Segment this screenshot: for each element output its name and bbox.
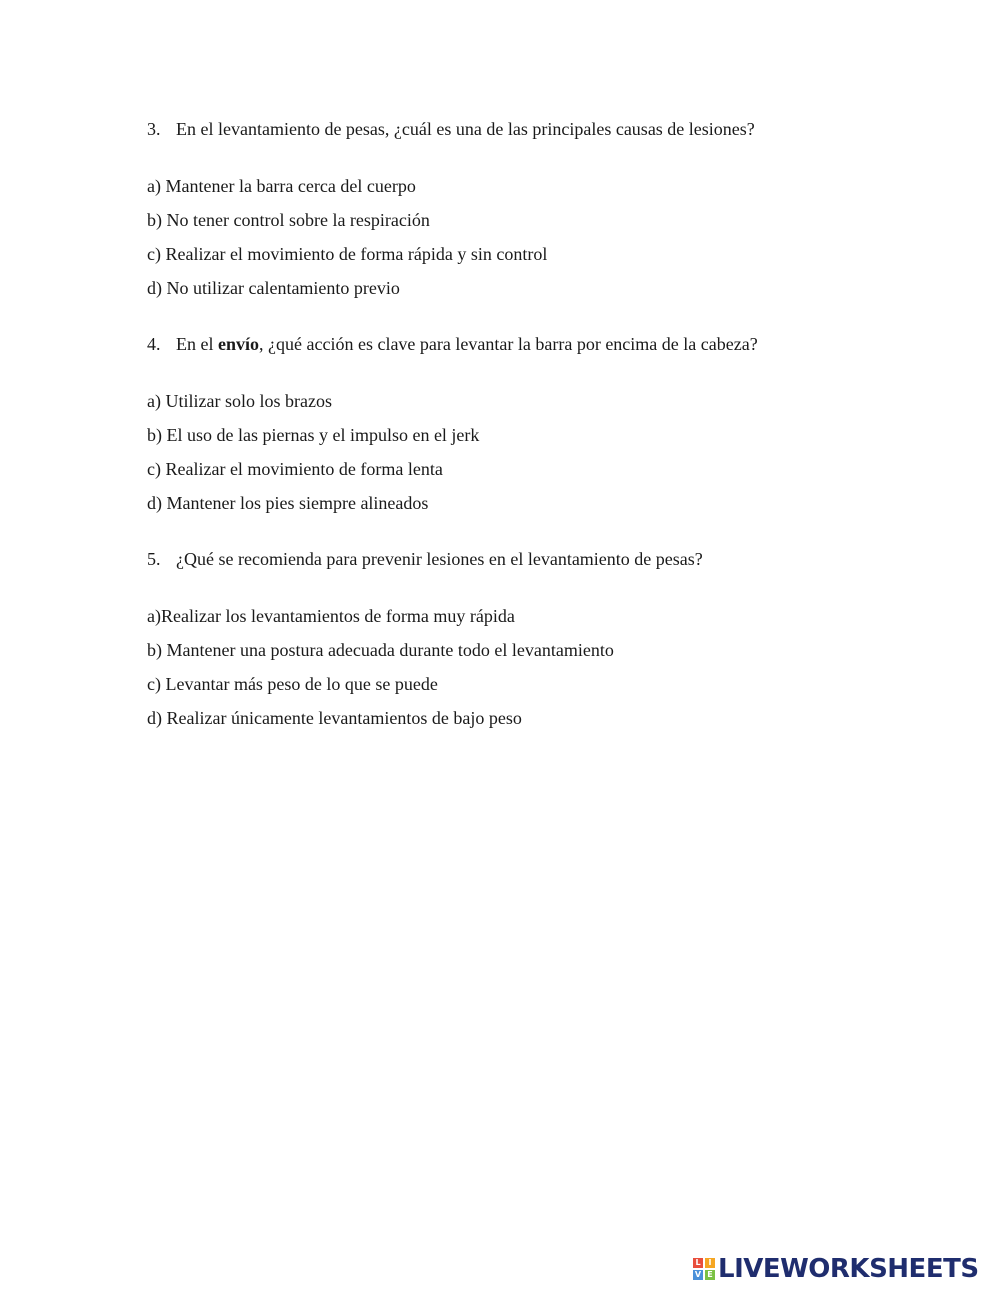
logo-mark-letter: V bbox=[694, 1270, 702, 1279]
option-5b[interactable]: b) Mantener una postura adecuada durante todo el levantamiento bbox=[147, 640, 614, 660]
question-number: 4. bbox=[147, 334, 161, 354]
logo-mark-icon bbox=[693, 1258, 715, 1280]
logo-text: LIVEWORKSHEETS bbox=[718, 1254, 979, 1284]
option-5d[interactable]: d) Realizar únicamente levantamientos de bajo peso bbox=[147, 708, 522, 728]
option-3c[interactable]: c) Realizar el movimiento de forma rápida y sin control bbox=[147, 244, 548, 264]
option-4c[interactable]: c) Realizar el movimiento de forma lenta bbox=[147, 459, 443, 479]
question-text-before: En el bbox=[176, 334, 218, 354]
liveworksheets-logo[interactable] bbox=[693, 1254, 979, 1284]
option-4d[interactable]: d) Mantener los pies siempre alineados bbox=[147, 493, 429, 513]
option-5a[interactable]: a)Realizar los levantamientos de forma muy rápida bbox=[147, 606, 515, 626]
question-4 bbox=[147, 332, 758, 356]
question-number: 5. bbox=[147, 549, 161, 569]
question-text-bold: envío bbox=[218, 334, 260, 354]
question-5 bbox=[147, 547, 703, 571]
question-3 bbox=[147, 117, 755, 141]
logo-mark-letter: I bbox=[705, 1258, 715, 1268]
option-5c[interactable]: c) Levantar más peso de lo que se puede bbox=[147, 674, 438, 694]
question-text-after: , ¿qué acción es clave para levantar la barra por encima de la cabeza? bbox=[259, 334, 758, 354]
option-3b[interactable]: b) No tener control sobre la respiración bbox=[147, 210, 430, 230]
question-number: 3. bbox=[147, 119, 161, 139]
logo-mark-letter: E bbox=[705, 1270, 715, 1280]
question-text: ¿Qué se recomienda para prevenir lesiones en el levantamiento de pesas? bbox=[176, 549, 703, 569]
question-text: En el levantamiento de pesas, ¿cuál es una de las principales causas de lesiones? bbox=[176, 119, 755, 139]
option-4a[interactable]: a) Utilizar solo los brazos bbox=[147, 391, 332, 411]
option-4b[interactable]: b) El uso de las piernas y el impulso en el jerk bbox=[147, 425, 480, 445]
option-3d[interactable]: d) No utilizar calentamiento previo bbox=[147, 278, 400, 298]
option-3a[interactable]: a) Mantener la barra cerca del cuerpo bbox=[147, 176, 416, 196]
logo-mark-letter: L bbox=[693, 1258, 703, 1268]
